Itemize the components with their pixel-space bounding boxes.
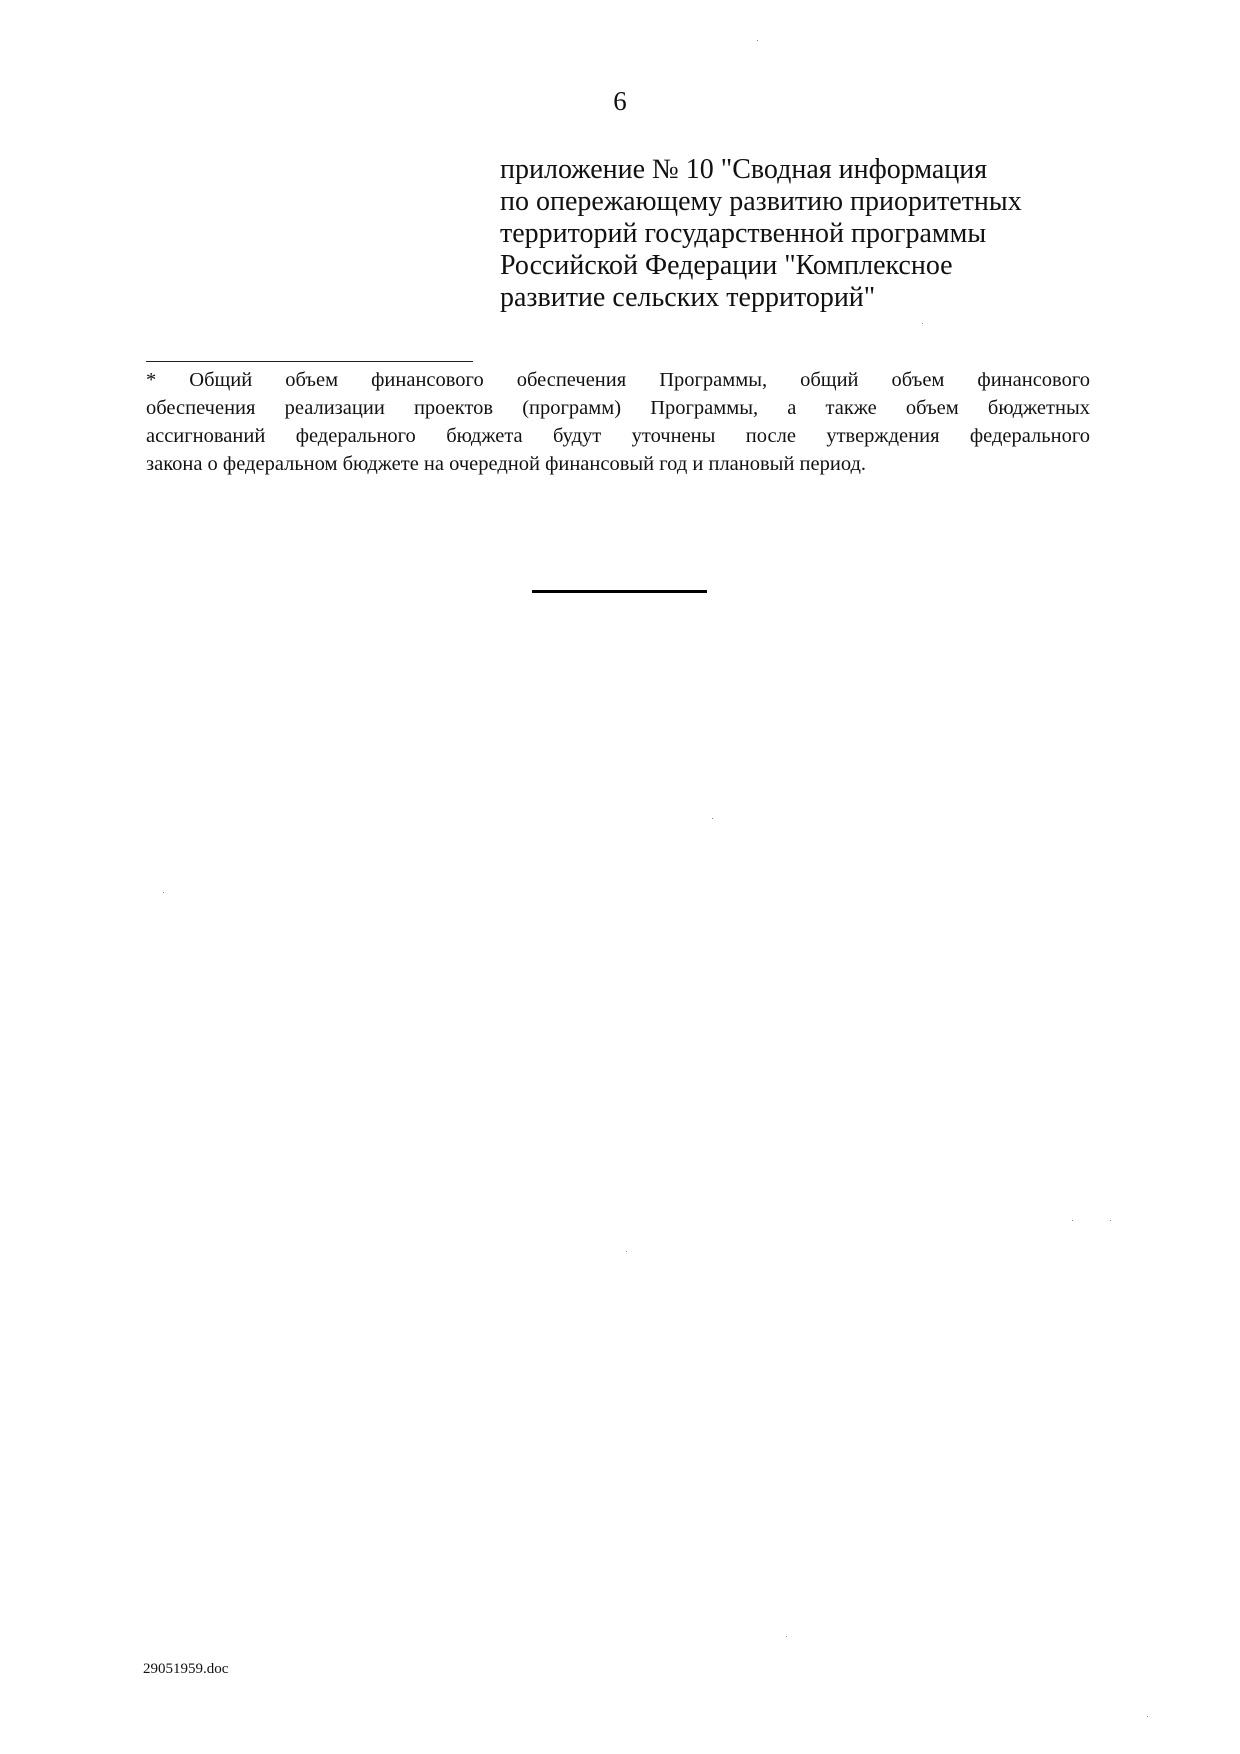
footnote-line: закона о федеральном бюджете на очередной финансовый год и плановый период.: [146, 453, 867, 475]
footnote-line: обеспечения реализации проектов (программ) Программы, а также объем бюджетных: [146, 397, 1090, 419]
scan-speck: [1110, 1220, 1111, 1221]
scan-speck: [626, 1251, 627, 1252]
annex-line: приложение № 10 "Сводная информация: [500, 154, 988, 185]
scan-speck: [922, 323, 923, 324]
scan-speck: [1147, 1716, 1148, 1717]
scan-speck: [1072, 1220, 1073, 1221]
footnote-line: * Общий объем финансового обеспечения Программы, общий объем финансового: [146, 369, 1090, 391]
scan-speck: [163, 892, 164, 893]
page-number: 6: [613, 86, 627, 116]
scan-speck: [757, 40, 758, 41]
annex-line: по опережающему развитию приоритетных: [500, 186, 1022, 217]
end-of-document-rule: [532, 590, 707, 593]
annex-reference: [500, 154, 1100, 314]
scan-speck: [712, 818, 713, 819]
annex-line: территорий государственной программы: [500, 218, 987, 249]
footnote: [146, 366, 1090, 478]
document-id: 29051959.doc: [143, 1661, 229, 1677]
footnote-separator: [146, 361, 473, 362]
annex-line: Российской Федерации "Комплексное: [500, 250, 953, 281]
scan-speck: [786, 1636, 787, 1637]
annex-line: развитие сельских территорий": [500, 282, 876, 313]
footnote-line: ассигнований федерального бюджета будут уточнены после утверждения федерального: [146, 425, 1090, 447]
